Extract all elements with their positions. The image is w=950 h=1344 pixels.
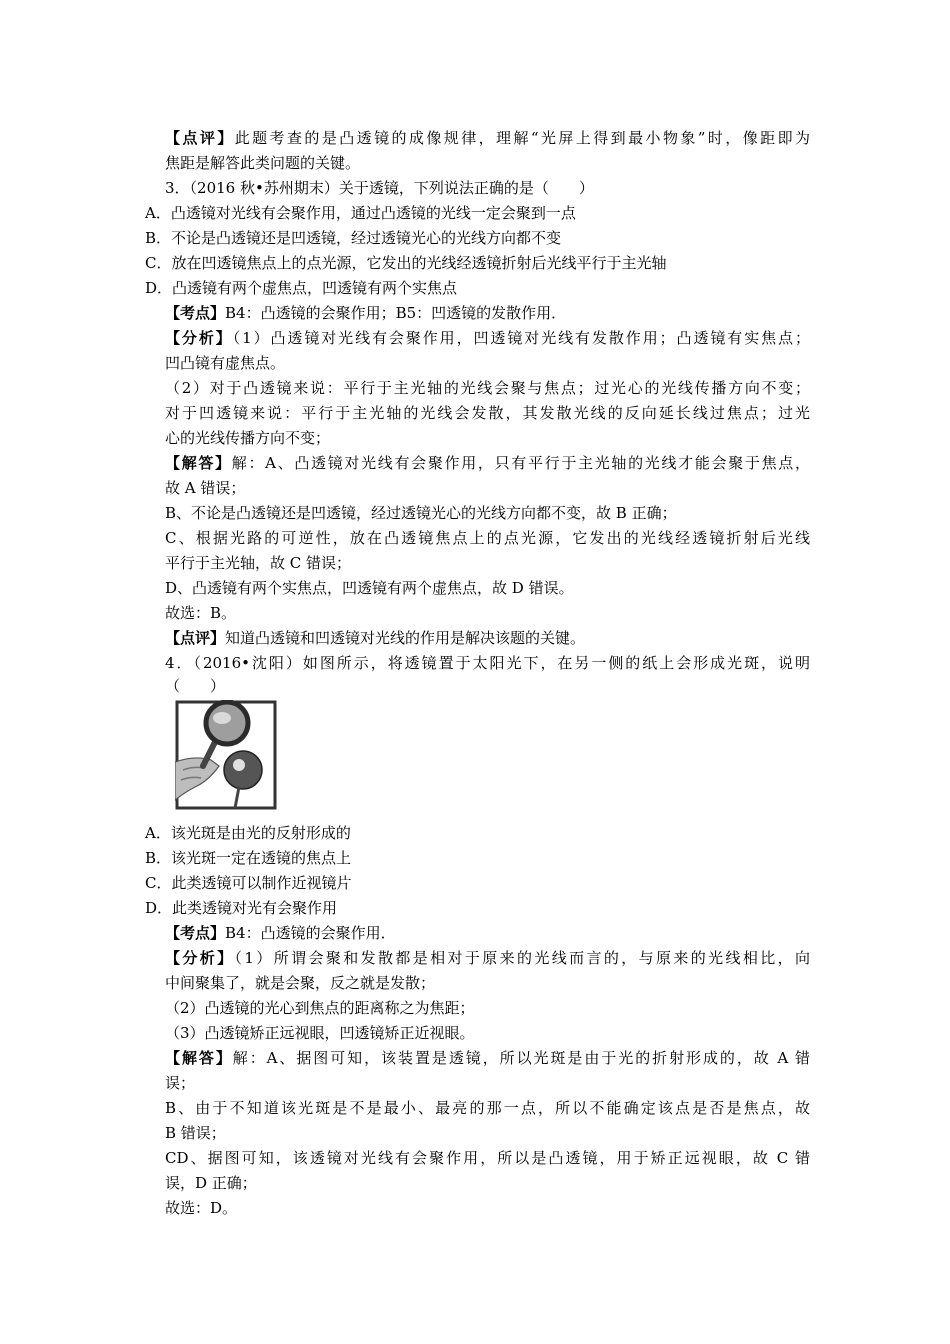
answer-line: 故选：B。: [165, 604, 237, 622]
text-line: CD、据图可知，该透镜对光线有会聚作用，所以是凸透镜，用于矫正远视眼，故 C 错: [165, 1149, 810, 1167]
section-tag: 【解答】: [165, 1049, 233, 1067]
text-line: B、不论是凸透镜还是凹透镜，经过透镜光心的光线方向都不变，故 B 正确；: [165, 504, 677, 522]
section-tag: 【点评】: [165, 129, 235, 147]
option-b: B．该光斑一定在透镜的焦点上: [145, 849, 352, 867]
question-4-stem: 4．（2016•沈阳）如图所示，将透镜置于太阳光下，在另一侧的纸上会形成光斑，说明: [165, 654, 810, 672]
option-a: A．凸透镜对光线有会聚作用，通过凸透镜的光线一定会聚到一点: [145, 204, 576, 222]
analysis: 【分析】（1）凸透镜对光线有会聚作用，凹透镜对光线有发散作用；凸透镜有实焦点；: [165, 329, 810, 347]
knowledge-point: 【考点】B4：凸透镜的会聚作用；B5：凹透镜的发散作用．: [165, 304, 567, 322]
section-tag: 【考点】: [165, 304, 226, 322]
text-line: （3）凸透镜矫正远视眼，凹透镜矫正近视眼。: [165, 1024, 475, 1042]
analysis: 【分析】（1）所谓会聚和发散都是相对于原来的光线而言的，与原来的光线相比，向: [165, 949, 810, 967]
text-line: 中间聚集了，就是会聚，反之就是发散；: [165, 974, 436, 992]
section-tag: 【点评】: [165, 629, 226, 647]
magnifier-figure: [175, 700, 279, 812]
option-a: A．该光斑是由光的反射形成的: [145, 824, 351, 842]
solution: 【解答】解：A、据图可知，该装置是透镜，所以光斑是由于光的折射形成的，故 A 错: [165, 1049, 810, 1067]
text-line: 误；: [165, 1074, 196, 1092]
text-line: 平行于主光轴，故 C 错误；: [165, 554, 352, 572]
text-line: （ ）: [165, 677, 226, 695]
option-b: B．不论是凸透镜还是凹透镜，经过透镜光心的光线方向都不变: [145, 229, 562, 247]
text-line: C、根据光路的可逆性，放在凸透镜焦点上的点光源，它发出的光线经透镜折射后光线: [165, 529, 810, 547]
text-line: （2）对于凸透镜来说：平行于主光轴的光线会聚与焦点；过光心的光线传播方向不变；: [165, 379, 810, 397]
text-line: （2）凸透镜的光心到焦点的距离称之为焦距；: [165, 999, 475, 1017]
section-tag: 【解答】: [165, 454, 232, 472]
option-d: D．此类透镜对光有会聚作用: [145, 899, 338, 917]
text-line: B、由于不知道该光斑是不是最小、最亮的那一点，所以不能确定该点是否是焦点，故: [165, 1099, 810, 1117]
solution: 【解答】解：A、凸透镜对光线有会聚作用，只有平行于主光轴的光线才能会聚于焦点，: [165, 454, 810, 472]
text-line: B 错误；: [165, 1124, 226, 1142]
text-line: 故 A 错误；: [165, 479, 246, 497]
review-note: 【点评】此题考查的是凸透镜的成像规律，理解“光屏上得到最小物象”时，像距即为: [165, 129, 810, 147]
section-tag: 【分析】: [165, 949, 235, 967]
text-line: 凹凸镜有虚焦点。: [165, 354, 286, 372]
text-line: 误，D 正确；: [165, 1174, 257, 1192]
option-c: C．此类透镜可以制作近视镜片: [145, 874, 352, 892]
knowledge-point: 【考点】B4：凸透镜的会聚作用．: [165, 924, 396, 942]
text-line: 对于凹透镜来说：平行于主光轴的光线会发散，其发散光线的反向延长线过焦点；过光: [165, 404, 810, 422]
question-3-stem: 3．（2016 秋•苏州期末）关于透镜，下列说法正确的是（ ）: [165, 179, 594, 197]
text-line: D、凸透镜有两个实焦点，凹透镜有两个虚焦点，故 D 错误。: [165, 579, 574, 597]
option-d: D．凸透镜有两个虚焦点，凹透镜有两个实焦点: [145, 279, 458, 297]
section-tag: 【分析】: [165, 329, 233, 347]
section-tag: 【考点】: [165, 924, 226, 942]
answer-line: 故选：D。: [165, 1199, 238, 1217]
text-line: 焦距是解答此类问题的关键。: [165, 154, 361, 172]
review-note: 【点评】知道凸透镜和凹透镜对光线的作用是解决该题的关键。: [165, 629, 586, 647]
text-line: 心的光线传播方向不变；: [165, 429, 331, 447]
option-c: C．放在凹透镜焦点上的点光源，它发出的光线经透镜折射后光线平行于主光轴: [145, 254, 667, 272]
